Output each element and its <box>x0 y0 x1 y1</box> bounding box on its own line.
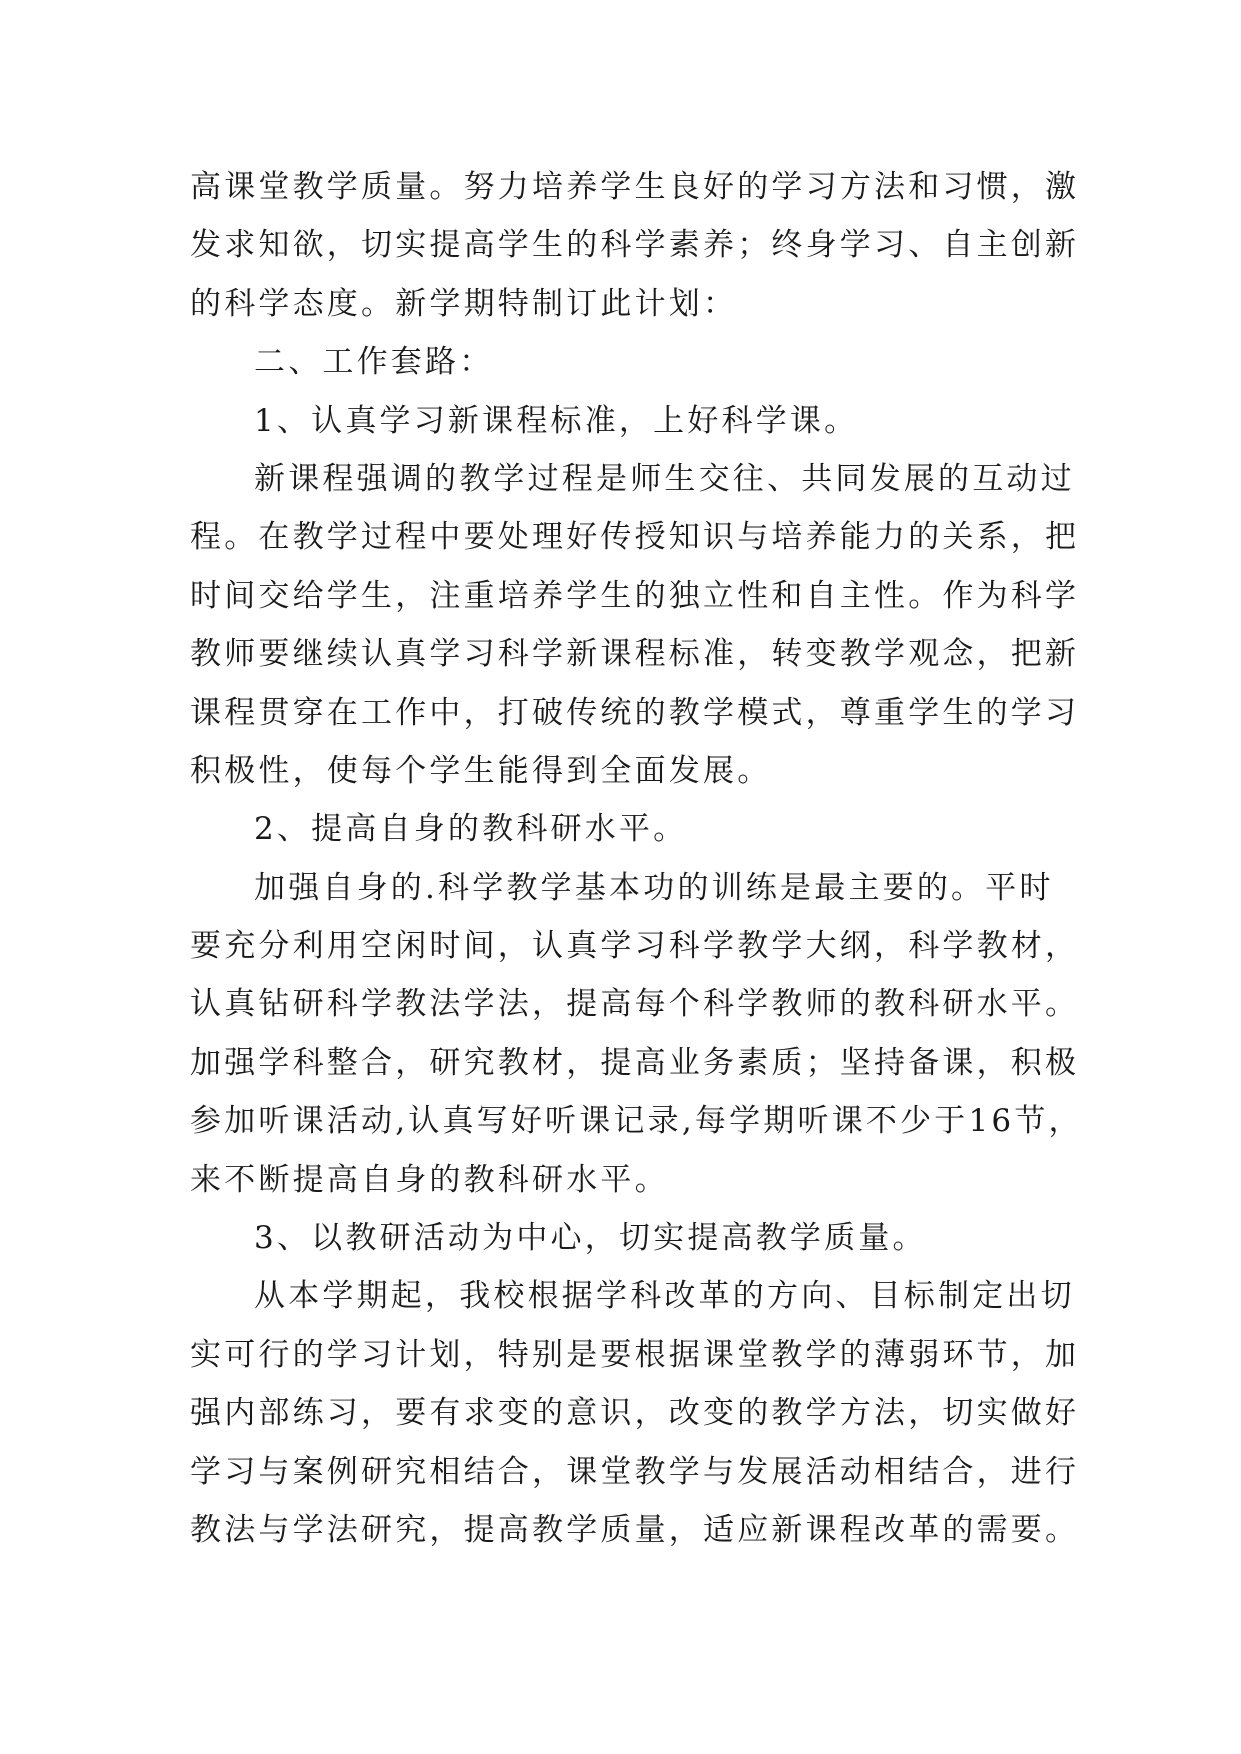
text-line: 实可行的学习计划，特别是要根据课堂教学的薄弱环节，加 <box>190 1336 1080 1373</box>
text-line: 2、提高自身的教科研水平。 <box>254 811 688 848</box>
text-line: 要充分利用空闲时间，认真学习科学教学大纲，科学教材， <box>190 928 1080 965</box>
text-line: 二、工作套路： <box>254 344 494 381</box>
document-body <box>190 158 1083 1559</box>
text-line: 高课堂教学质量。努力培养学生良好的学习方法和习惯，激 <box>190 169 1080 205</box>
text-line: 1、认真学习新课程标准，上好科学课。 <box>254 402 859 439</box>
text-line: 时间交给学生，注重培养学生的独立性和自主性。作为科学 <box>190 577 1080 614</box>
text-line: 的科学态度。新学期特制订此计划： <box>190 285 738 322</box>
text-line: 教法与学法研究，提高教学质量，适应新课程改革的需要。 <box>190 1511 1080 1548</box>
text-line: 从本学期起，我校根据学科改革的方向、目标制定出切 <box>254 1278 1075 1315</box>
text-line: 发求知欲，切实提高学生的科学素养；终身学习、自主创新 <box>190 227 1080 264</box>
text-line: 加强自身的.科学教学基本功的训练是最主要的。平时 <box>254 869 1054 906</box>
text-line: 3、以教研活动为中心，切实提高教学质量。 <box>254 1220 927 1257</box>
text-line: 教师要继续认真学习科学新课程标准，转变教学观念，把新 <box>190 636 1080 673</box>
text-line: 程。在教学过程中要处理好传授知识与培养能力的关系，把 <box>190 519 1080 556</box>
text-line: 新课程强调的教学过程是师生交往、共同发展的互动过 <box>254 460 1075 497</box>
text-line: 来不断提高自身的教科研水平。 <box>190 1161 669 1198</box>
text-line: 积极性，使每个学生能得到全面发展。 <box>190 752 772 789</box>
text-line: 参加听课活动,认真写好听课记录,每学期听课不少于16节， <box>190 1103 1083 1140</box>
text-line: 强内部练习，要有求变的意识，改变的教学方法，切实做好 <box>190 1395 1080 1432</box>
text-line: 认真钻研科学教法学法，提高每个科学教师的教科研水平。 <box>190 986 1080 1023</box>
text-line: 加强学科整合，研究教材，提高业务素质；坚持备课，积极 <box>190 1044 1080 1081</box>
text-line: 学习与案例研究相结合，课堂教学与发展活动相结合，进行 <box>190 1453 1080 1490</box>
text-line: 课程贯穿在工作中，打破传统的教学模式，尊重学生的学习 <box>190 694 1080 731</box>
